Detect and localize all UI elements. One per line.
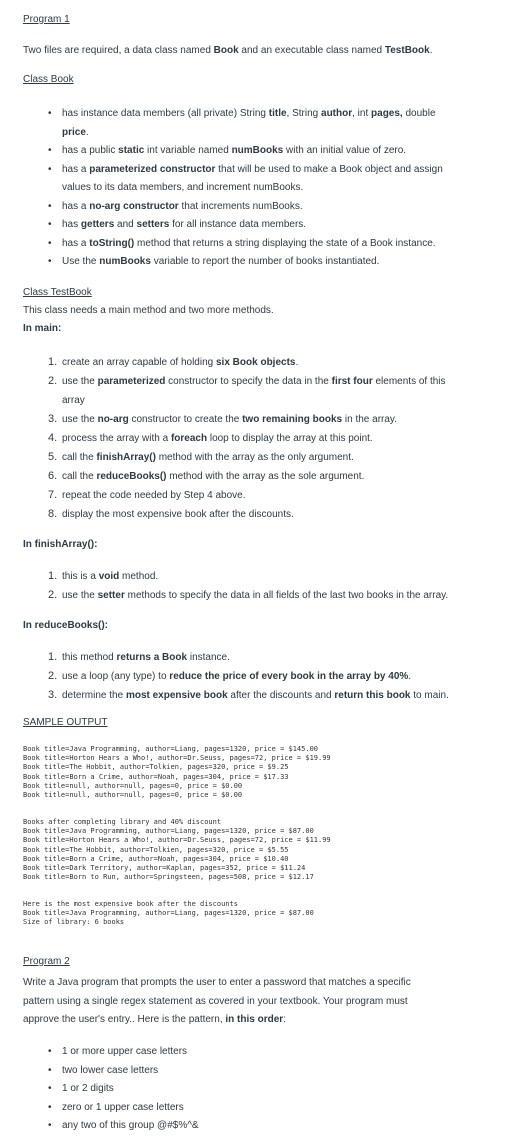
reduce-books-steps-list <box>48 648 503 705</box>
step-number: 1. <box>48 651 58 663</box>
list-item-text: any two of this group @#$%^& <box>62 1120 199 1131</box>
reduce-books-heading: In reduceBooks(): <box>23 620 109 631</box>
list-item-text: foreach <box>170 433 208 444</box>
list-item-text: constructor to specify the data in the <box>165 376 332 387</box>
list-item-text: that will be used to make a Book object and assign <box>215 163 443 175</box>
sample-output-block-3 <box>23 900 314 928</box>
class-testbook-heading: Class TestBook <box>23 287 92 298</box>
list-item-text: constructor to create the <box>128 414 243 425</box>
list-item <box>48 1080 448 1099</box>
step-number: 4. <box>48 432 58 444</box>
list-item-text: that increments numBooks. <box>178 200 303 212</box>
description-line <box>23 993 503 1012</box>
list-item-text: return this book <box>334 690 411 701</box>
main-steps-list <box>48 353 498 524</box>
description-text: in this order <box>225 1014 284 1025</box>
list-item-text: to main. <box>410 690 449 701</box>
list-item-text: numBooks <box>99 256 151 267</box>
list-item-text: this method <box>62 652 117 663</box>
description-text: Write a Java program that prompts the user to enter a password that matches a specific <box>23 977 411 988</box>
sample-output-block-2 <box>23 818 331 882</box>
list-item-text: use the <box>62 590 98 601</box>
step-number: 3. <box>48 413 58 425</box>
list-item-text: most expensive book <box>125 690 228 701</box>
list-item <box>48 648 503 667</box>
list-item <box>48 198 498 217</box>
list-item-text: use the <box>62 376 98 387</box>
list-item-text: process the array with a <box>62 433 171 444</box>
sample-output-block-1 <box>23 745 331 800</box>
list-item-text: author <box>321 108 353 119</box>
list-item-text: has a <box>62 200 90 212</box>
list-item-text: Use the <box>62 256 100 267</box>
list-item-text: , int <box>352 108 372 119</box>
list-item-text: array <box>62 395 85 406</box>
list-item-text: this is a <box>62 571 99 582</box>
list-item-text: no-arg constructor <box>89 200 179 212</box>
list-item <box>48 410 498 429</box>
step-number: 2. <box>48 589 58 601</box>
step-number: 1. <box>48 570 58 582</box>
step-number: 6. <box>48 470 58 482</box>
list-item-text: elements of this <box>372 376 446 387</box>
list-item-text: two lower case letters <box>62 1064 159 1076</box>
list-item-text: . <box>295 357 299 368</box>
description-text: approve the user's entry.. Here is the pattern, <box>23 1014 226 1025</box>
intro-text: TestBook <box>384 45 430 56</box>
list-item-text: create an array capable of holding <box>62 357 216 368</box>
output-line: Book title=null, author=null, pages=0, price = $0.00 <box>23 791 243 800</box>
description-text: pattern using a single regex statement as covered in your textbook. Your program must <box>23 995 408 1007</box>
list-item-text: two remaining books <box>242 414 343 425</box>
list-item-text: has a public <box>62 145 119 156</box>
list-item <box>48 667 503 686</box>
list-item-text: price <box>62 126 86 138</box>
list-item <box>48 124 498 143</box>
description-line <box>23 974 503 993</box>
list-item <box>48 372 498 391</box>
list-item-text: parameterized constructor <box>89 163 216 175</box>
list-item-text: first four <box>331 376 373 387</box>
list-item-text: title <box>268 108 287 119</box>
list-item <box>48 179 498 198</box>
list-item-text: finishArray() <box>96 452 156 463</box>
list-item-text: method with the array as the sole argument. <box>166 471 365 482</box>
list-item-text: static <box>118 145 145 156</box>
class-testbook-description: This class needs a main method and two more methods. <box>23 305 274 316</box>
list-item-text: 1 or 2 digits <box>62 1083 114 1094</box>
list-item-text: int variable named <box>144 145 232 156</box>
list-item-text: no-arg <box>97 414 129 425</box>
list-item-text: determine the <box>62 690 126 701</box>
list-item-text: with an initial value of zero. <box>283 145 407 156</box>
list-item <box>48 391 498 410</box>
list-item <box>48 686 503 705</box>
in-main-label: In main: <box>23 323 62 334</box>
step-number: 5. <box>48 451 58 463</box>
intro-text: and an executable class named <box>238 45 385 56</box>
list-item-text: and <box>114 219 137 230</box>
output-line: Book title=Java Programming, author=Liang, pages=1320, price = $145.00 <box>23 745 319 753</box>
list-item-text: pages, <box>371 108 403 119</box>
step-number: 2. <box>48 375 58 387</box>
list-item-text: setters <box>136 219 170 230</box>
list-item-text: method that returns a string displaying the state of a Book instance. <box>134 237 436 249</box>
list-item-text: use a loop (any type) to <box>62 671 170 682</box>
list-item-text: . <box>408 671 412 682</box>
list-item-text: has a <box>62 237 90 249</box>
sample-output-heading: SAMPLE OUTPUT <box>23 717 108 728</box>
list-item-text: method with the array as the only argument. <box>155 452 354 463</box>
list-item-text: call the <box>62 471 97 482</box>
list-item <box>48 105 498 124</box>
program2-pattern-list <box>48 1043 448 1136</box>
list-item-text: after the discounts and <box>227 690 335 701</box>
description-text: : <box>283 1014 286 1025</box>
list-item-text: setter <box>97 590 125 601</box>
list-item-text: zero or 1 upper case letters <box>62 1101 184 1113</box>
output-line: Book title=Born to Run, author=Springsteen, pages=508, price = $12.17 <box>23 873 314 882</box>
list-item <box>48 586 503 605</box>
list-item <box>48 1062 448 1081</box>
output-line: Book title=Dark Territory, author=Kaplan, pages=352, price = $11.24 <box>23 864 306 873</box>
class-book-list <box>48 105 498 272</box>
list-item-text: has a <box>62 163 90 175</box>
output-line: Book title=Horton Hears a Who!, author=Dr.Seuss, pages=72, price = $11.99 <box>23 836 331 845</box>
output-line: Book title=The Hobbit, author=Tolkien, pages=320, price = $9.25 <box>23 763 289 772</box>
output-line: Book title=The Hobbit, author=Tolkien, pages=320, price = $5.55 <box>23 845 289 854</box>
step-number: 7. <box>48 489 58 501</box>
list-item-text: returns a Book <box>116 652 188 663</box>
intro-text: . <box>429 45 433 56</box>
list-item-text: . <box>85 126 89 138</box>
finish-array-heading: In finishArray(): <box>23 539 98 550</box>
list-item-text: double <box>402 108 436 119</box>
output-line: Book title=Java Programming, author=Liang, pages=1320, price = $87.00 <box>23 909 314 918</box>
list-item <box>48 1043 448 1062</box>
list-item <box>48 353 498 372</box>
list-item <box>48 505 498 524</box>
list-item-text: 1 or more upper case letters <box>62 1046 188 1057</box>
list-item-text: loop to display the array at this point. <box>207 433 373 444</box>
output-line: Book title=Born a Crime, author=Noah, pages=304, price = $10.40 <box>23 854 289 863</box>
list-item <box>48 486 498 505</box>
list-item <box>48 235 498 254</box>
step-number: 8. <box>48 508 58 520</box>
list-item-text: variable to report the number of books instantiated. <box>150 256 380 267</box>
list-item <box>48 1099 448 1118</box>
list-item-text: reduceBooks() <box>96 471 167 482</box>
intro-text: Book <box>213 45 239 56</box>
output-line: Book title=Horton Hears a Who!, author=Dr.Seuss, pages=72, price = $19.99 <box>23 754 331 763</box>
program2-title: Program 2 <box>23 956 70 967</box>
program2-description <box>23 974 503 1030</box>
list-item <box>48 429 498 448</box>
finish-array-steps-list <box>48 567 503 605</box>
step-number: 3. <box>48 689 58 701</box>
description-line <box>23 1011 503 1030</box>
list-item-text: for all instance data members. <box>169 219 307 230</box>
program1-title: Program 1 <box>23 14 70 25</box>
program1-intro <box>23 42 432 60</box>
output-line: Book title=Born a Crime, author=Noah, pages=304, price = $17.33 <box>23 772 289 781</box>
list-item <box>48 142 498 161</box>
list-item-text: in the array. <box>342 414 397 425</box>
step-number: 1. <box>48 356 58 368</box>
list-item-text: six Book objects <box>216 357 296 368</box>
list-item-text: repeat the code needed by Step 4 above. <box>62 490 246 501</box>
list-item-text: reduce the price of every book in the array by 40% <box>169 671 409 682</box>
list-item <box>48 161 498 180</box>
list-item-text: parameterized <box>97 376 166 387</box>
list-item-text: numBooks <box>231 145 284 156</box>
list-item-text: getters <box>80 219 115 230</box>
class-book-heading: Class Book <box>23 74 74 85</box>
output-line: Size of library: 6 books <box>23 918 125 927</box>
list-item-text: values to its data members, and increment numBooks. <box>62 182 304 193</box>
list-item-text: , String <box>286 108 322 119</box>
step-number: 2. <box>48 670 58 682</box>
output-line: Book title=null, author=null, pages=0, price = $0.00 <box>23 781 243 790</box>
list-item <box>48 467 498 486</box>
output-line: Book title=Java Programming, author=Liang, pages=1320, price = $87.00 <box>23 827 314 836</box>
list-item <box>48 216 498 235</box>
list-item-text: toString() <box>89 237 135 249</box>
output-line: Books after completing library and 40% discount <box>23 818 222 826</box>
list-item-text: use the <box>62 414 98 425</box>
list-item <box>48 253 498 272</box>
list-item-text: methods to specify the data in all fields of the last two books in the array. <box>124 590 449 601</box>
list-item-text: call the <box>62 452 97 463</box>
list-item-text: has <box>62 219 81 230</box>
list-item <box>48 448 498 467</box>
list-item-text: has instance data members (all private) String <box>62 108 269 119</box>
list-item-text: display the most expensive book after the discounts. <box>62 509 294 520</box>
list-item-text: instance. <box>187 652 230 663</box>
output-line: Here is the most expensive book after the discounts <box>23 900 238 908</box>
intro-text: Two files are required, a data class named <box>23 45 214 56</box>
list-item-text: method. <box>119 571 159 582</box>
list-item <box>48 567 503 586</box>
list-item <box>48 1117 448 1136</box>
list-item-text: void <box>98 571 120 582</box>
